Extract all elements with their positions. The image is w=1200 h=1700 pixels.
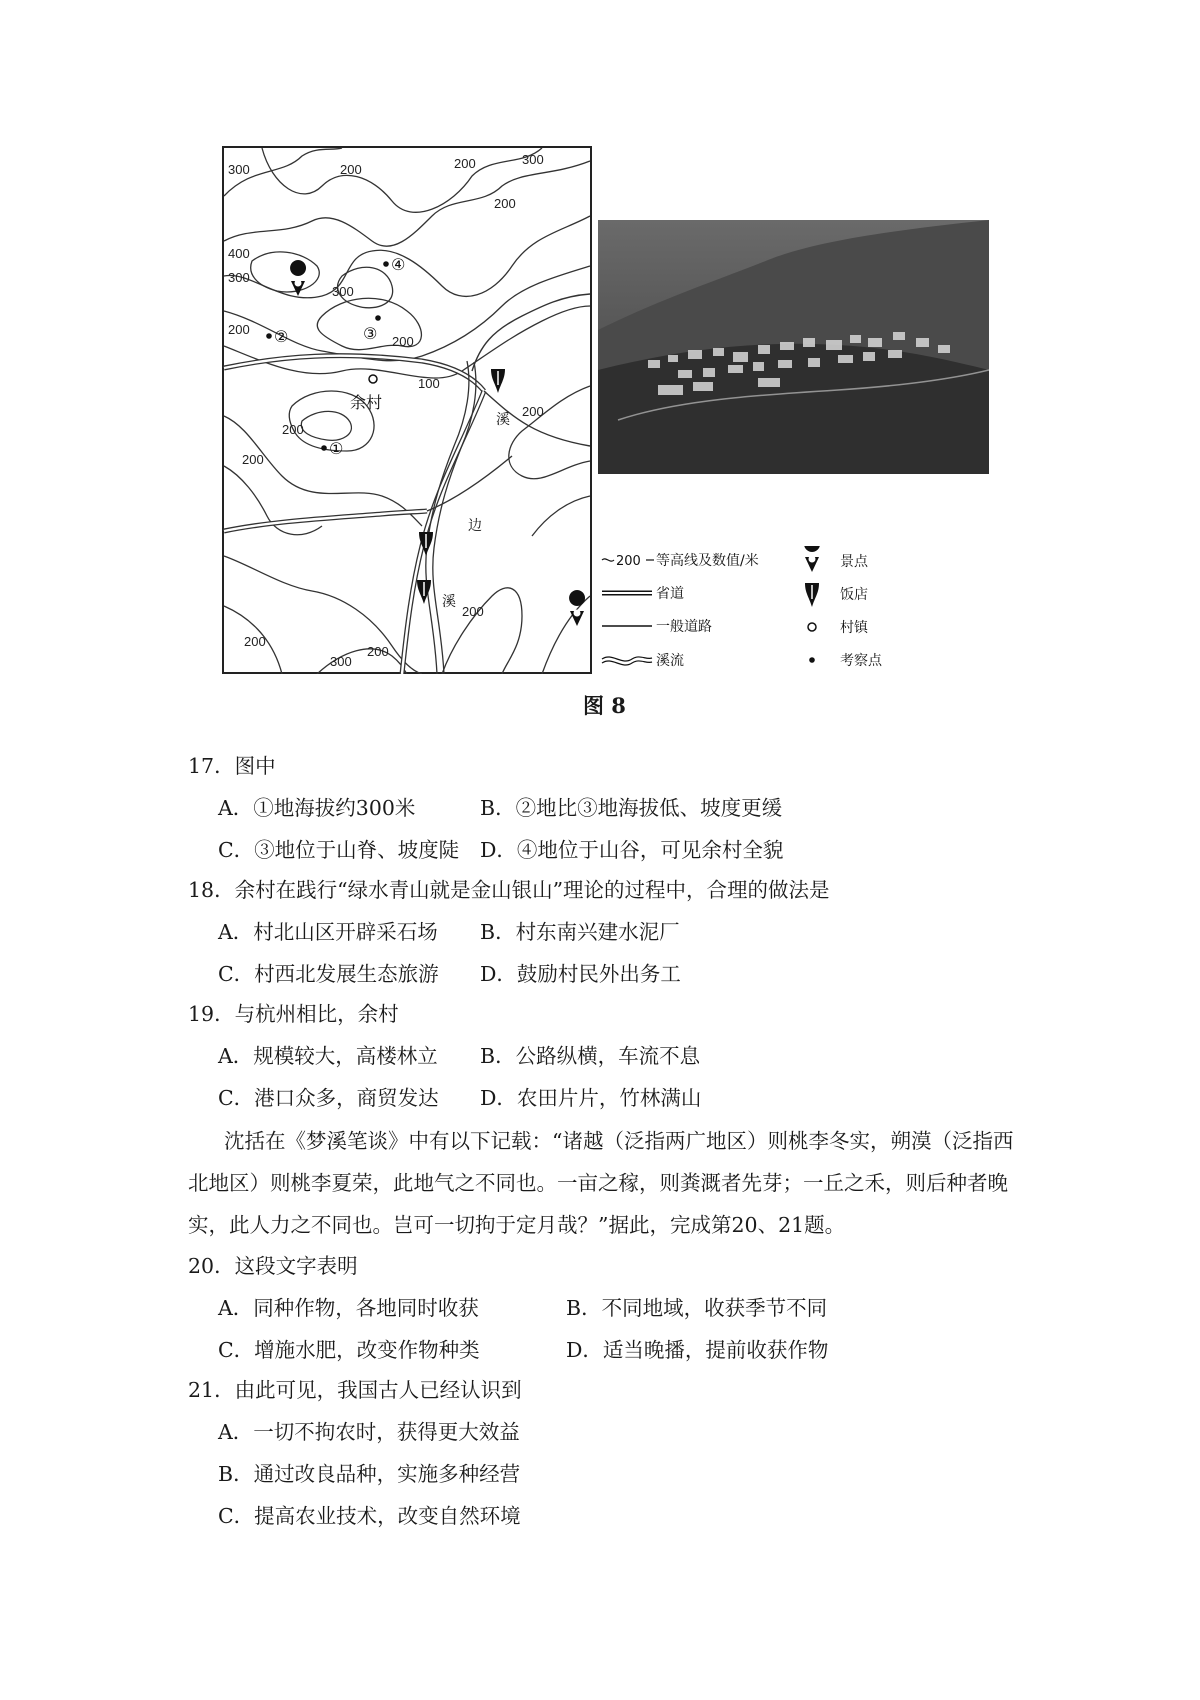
q17-option-d: D．④地位于山谷，可见余村全貌	[480, 838, 784, 862]
q19-option-d: D．农田片片，竹林满山	[480, 1086, 702, 1110]
figure-caption: 图 8	[583, 693, 626, 718]
survey-point-3: ③	[363, 324, 378, 343]
q19-stem: 19．与杭州相比，余村	[188, 1002, 399, 1026]
survey-point-icon	[809, 657, 815, 663]
topographic-map	[222, 146, 592, 674]
contour-label: 300	[522, 152, 544, 167]
map-legend	[600, 546, 930, 680]
q17-option-a: A．①地海拔约300米	[218, 796, 416, 820]
q20-stem: 20．这段文字表明	[188, 1254, 358, 1278]
survey-point-1: ①	[329, 439, 344, 458]
contour-label: 200	[244, 634, 266, 649]
q20-option-c: C．增施水肥，改变作物种类	[218, 1338, 480, 1362]
survey-point-dot	[383, 261, 389, 267]
legend-village-town: 村镇	[840, 620, 868, 636]
survey-point-dot	[375, 315, 381, 321]
contour-label: 300	[228, 162, 250, 177]
q18-stem: 18．余村在践行“绿水青山就是金山银山”理论的过程中，合理的做法是	[188, 878, 830, 902]
legend-general-road: 一般道路	[656, 619, 712, 635]
q17-option-b: B．②地比③地海拔低、坡度更缓	[480, 796, 783, 820]
q18-option-a: A．村北山区开辟采石场	[218, 920, 438, 944]
passage: 沈括在《梦溪笔谈》中有以下记载：“诸越（泛指两广地区）则桃李冬实，朔漠（泛指西北地区）则桃李夏荣，此地气之不同也。一亩之稼，则粪溉者先芽；一丘之禾，则后种者晚实，此人力之不同也。岂可一切拘于定月哉？”据此，完成第20、21题。	[188, 1129, 1014, 1237]
contour-label: 200	[340, 162, 362, 177]
contour-label: 300	[332, 284, 354, 299]
contour-label: 100	[418, 376, 440, 391]
stream-label: 边	[468, 518, 482, 534]
village-label: 余村	[350, 393, 383, 412]
q19-option-a: A．规模较大，高楼林立	[218, 1044, 438, 1068]
legend-contour-value: 200	[616, 554, 641, 569]
village-marker	[369, 375, 377, 383]
q18-option-c: C．村西北发展生态旅游	[218, 962, 439, 986]
legend-stream: 溪流	[656, 653, 684, 669]
survey-point-4: ④	[391, 255, 406, 274]
contour-label: 200	[392, 334, 414, 349]
legend-scenic-spot: 景点	[840, 554, 868, 570]
q21-option-c: C．提高农业技术，改变自然环境	[218, 1504, 521, 1528]
q18-option-b: B．村东南兴建水泥厂	[480, 920, 680, 944]
contour-label: 200	[454, 156, 476, 171]
q21-stem: 21．由此可见，我国古人已经认识到	[188, 1378, 522, 1402]
q20-option-d: D．适当晚播，提前收获作物	[566, 1338, 829, 1362]
village-photo	[598, 220, 989, 474]
scenic-spot-icon	[804, 546, 820, 572]
q21-option-b: B．通过改良品种，实施多种经营	[218, 1462, 521, 1486]
q18-option-d: D．鼓励村民外出务工	[480, 962, 681, 986]
legend-provincial-road: 省道	[656, 586, 684, 602]
contour-label: 200	[462, 604, 484, 619]
contour-label: 400	[228, 246, 250, 261]
contour-label: 300	[330, 654, 352, 669]
restaurant-icon	[805, 583, 819, 607]
q20-option-b: B．不同地域，收获季节不同	[566, 1296, 828, 1320]
legend-restaurant: 饭店	[840, 587, 868, 603]
contour-label: 300	[228, 270, 250, 285]
q19-option-b: B．公路纵横，车流不息	[480, 1044, 701, 1068]
q21-option-a: A．一切不拘农时，获得更大效益	[218, 1420, 520, 1444]
q17-stem: 17．图中	[188, 754, 276, 778]
stream-label: 溪	[496, 412, 510, 428]
contour-label: 200	[494, 196, 516, 211]
stream-label: 溪	[442, 594, 456, 610]
contour-label: 200	[282, 422, 304, 437]
legend-survey-point: 考察点	[840, 653, 882, 669]
q20-option-a: A．同种作物，各地同时收获	[218, 1296, 479, 1320]
survey-point-dot	[266, 333, 272, 339]
q17-option-c: C．③地位于山脊、坡度陡	[218, 838, 460, 862]
survey-point-dot	[321, 445, 327, 451]
village-town-icon	[808, 623, 816, 631]
figure-8	[0, 0, 1200, 740]
legend-contour: 等高线及数值/米	[656, 553, 759, 569]
q19-option-c: C．港口众多，商贸发达	[218, 1086, 439, 1110]
survey-point-2: ②	[274, 327, 289, 346]
contour-label: 200	[367, 644, 389, 659]
contour-label: 200	[522, 404, 544, 419]
contour-label: 200	[228, 322, 250, 337]
contour-label: 200	[242, 452, 264, 467]
